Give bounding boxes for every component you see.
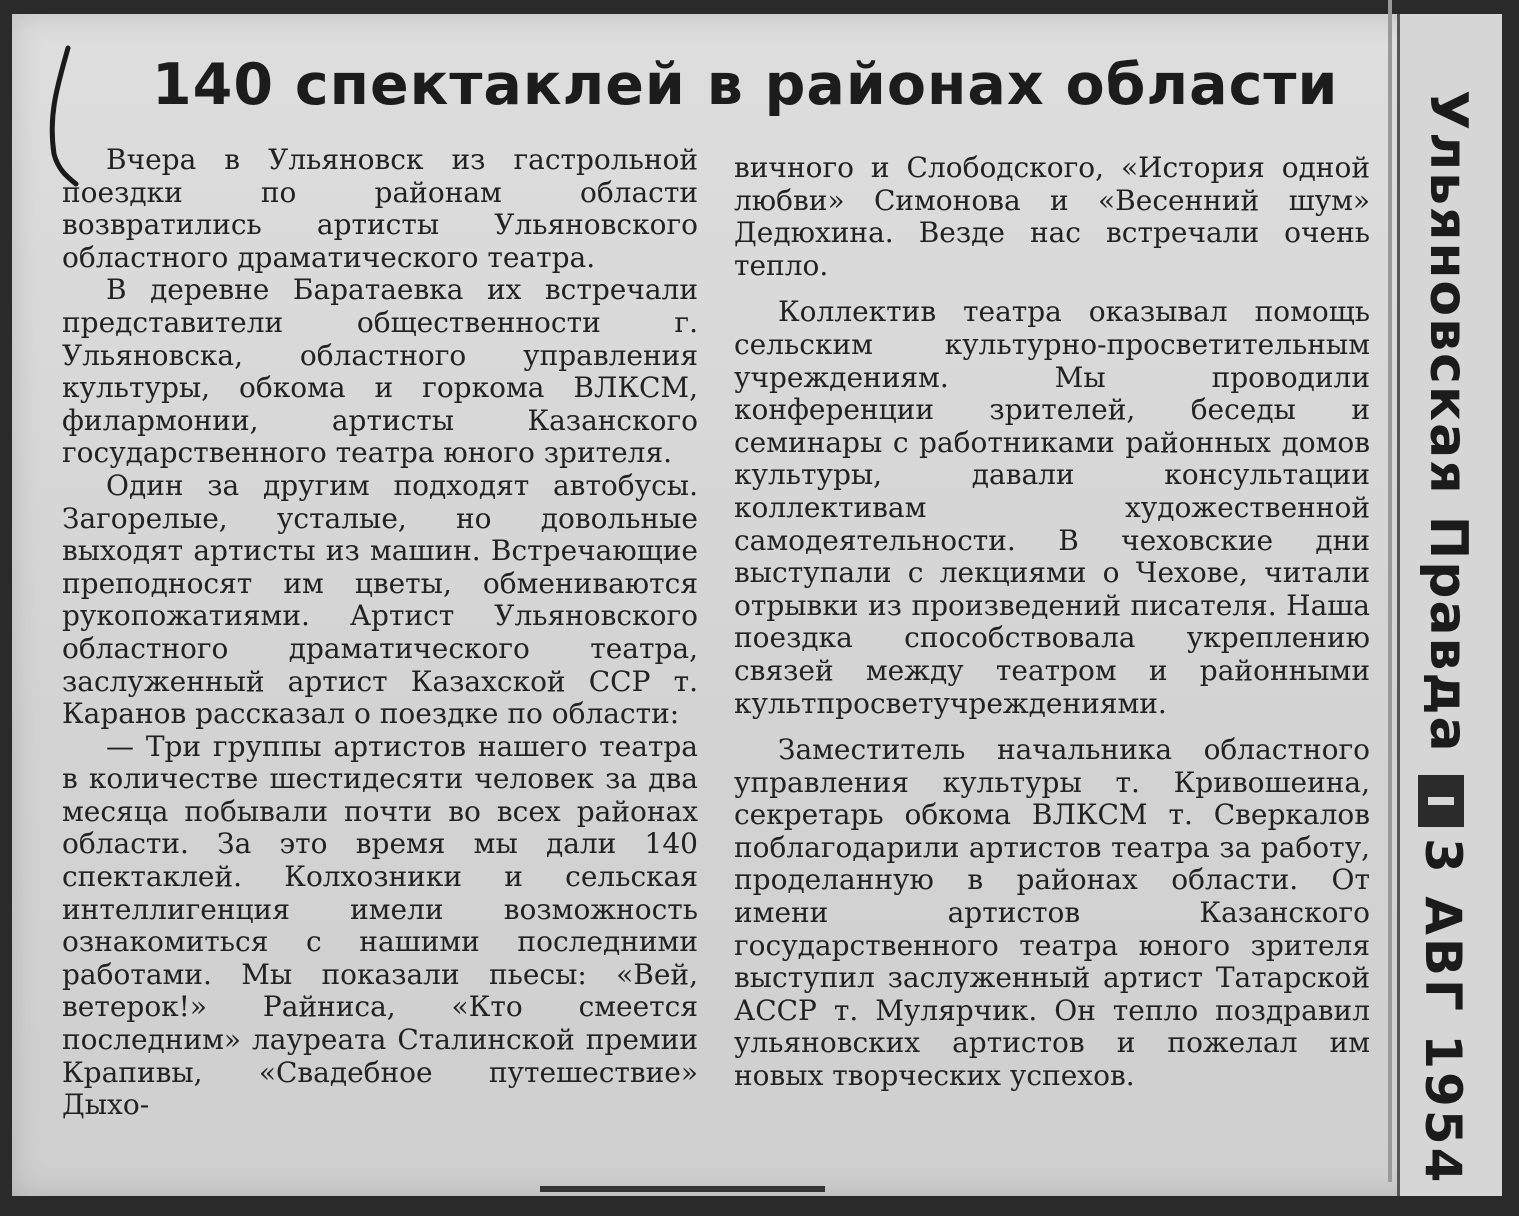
paragraph: Один за другим подходят автобусы. Загорелые, усталые, но довольные выходят артисты из машин. Встречающие преподносят им цветы, обмениваются рукопожатиями. Артист Ульяновского областного драматического театра, заслуженный артист Казахской ССР т. Каранов рассказал о поездке по области: (62, 468, 698, 731)
paragraph: Коллектив театра оказывал помощь сельским культурно-просветительным учреждениям. Мы проводили конференции зрителей, беседы и семинары с работниками районных домов культуры, давали консультации коллективам художественной самодеятельности. В чеховские дни выступали с лекциями о Чехове, читали отрывки из произведений писателя. Наша поездка способствовала укреплению связей между театром и районными культпросветучреждениями. (734, 295, 1370, 720)
paragraph: В деревне Баратаевка их встречали представители общественности г. Ульяновска, областного управления культуры, обкома и горкома ВЛКСМ, филармонии, артисты Казанского государственного театра юного зрителя. (62, 273, 698, 470)
article-column-2 (734, 152, 1370, 1093)
bottom-rule (540, 1186, 825, 1192)
article-column-1 (62, 144, 698, 1122)
headline: 140 спектаклей в районах области (152, 52, 1339, 118)
paragraph: Вчера в Ульяновск из гастрольной поездки по районам области возвратились артисты Ульяновского областного драматического театра. (62, 143, 698, 274)
stamp-mark (1418, 775, 1464, 827)
paragraph: вичного и Слободского, «История одной любви» Симонова и «Весенний шум» Дедюхина. Везде нас встречали очень тепло. (734, 151, 1370, 282)
newspaper-name: Ульяновская Правда (1418, 90, 1478, 754)
paragraph: — Три группы артистов нашего театра в количестве шестидесяти человек за два месяца побывали почти во всех районах области. За это время мы дали 140 спектаклей. Колхозники и сельская интеллигенция имели возможность ознакомиться с нашими последними работами. Мы показали пьесы: «Вей, ветерок!» Райниса, «Кто смеется последним» лауреата Сталинской премии Крапивы, «Свадебное путешествие» Дыхо- (62, 729, 698, 1122)
date-stamp: 3 АВГ 1954 (1414, 838, 1472, 1186)
newspaper-clipping (12, 14, 1502, 1196)
paragraph: Заместитель начальника областного управления культуры т. Кривошеина, секретарь обкома ВЛКСМ т. Сверкалов поблагодарили артистов театра за работу, проделанную в районах области. От имени артистов Казанского государственного театра юного зрителя выступил заслуженный артист Татарской АССР т. Мулярчик. Он тепло поздравил ульяновских артистов и пожелал им новых творческих успехов. (734, 733, 1370, 1093)
fold-line (1388, 0, 1392, 1182)
article (12, 14, 1400, 1196)
